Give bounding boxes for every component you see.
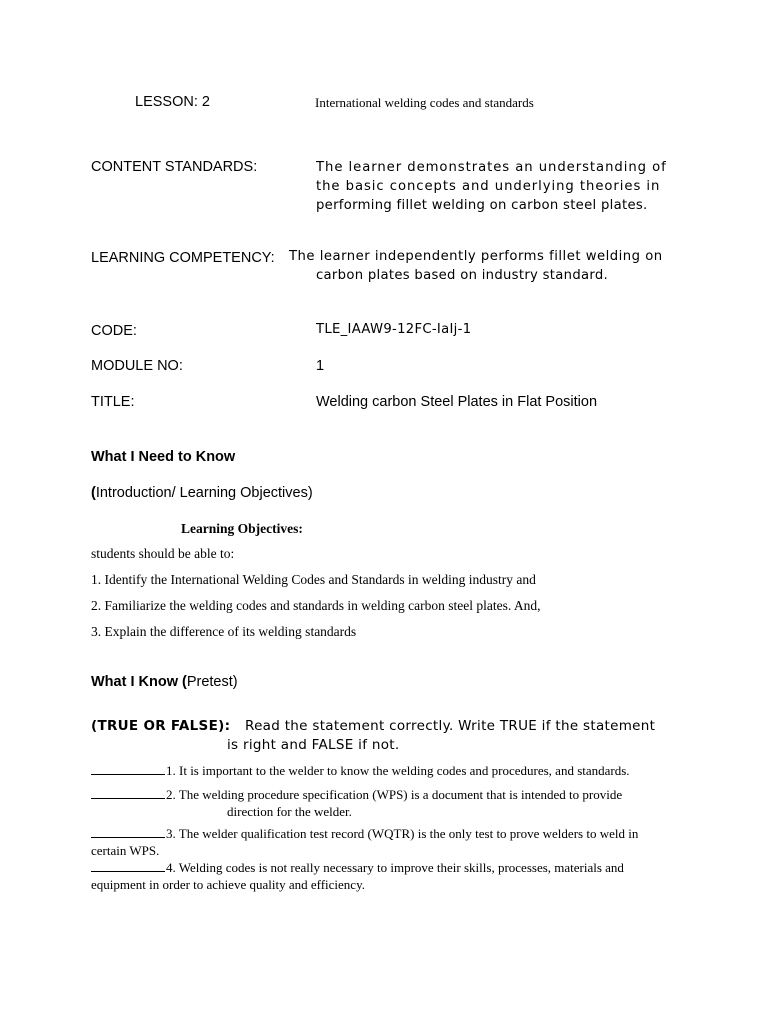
true-false-instruction-line1: Read the statement correctly. Write TRUE if the statement — [245, 718, 656, 734]
what-i-know-subtitle: Pretest) — [186, 674, 238, 690]
module-value: 1 — [316, 358, 325, 374]
question-text: 3. The welder qualification test record (WQTR) is the only test to prove welders to weld in — [166, 826, 639, 841]
what-i-know-heading — [91, 674, 238, 690]
question-continuation: direction for the welder. — [227, 804, 352, 819]
content-standards-label: CONTENT STANDARDS: — [91, 159, 258, 175]
answer-blank[interactable] — [91, 859, 165, 872]
learning-competency-label: LEARNING COMPETENCY: — [91, 250, 275, 266]
title-label: TITLE: — [91, 394, 135, 410]
objective-item: 2. Familiarize the welding codes and standards in welding carbon steel plates. And, — [91, 598, 541, 613]
question-text: 4. Welding codes is not really necessary to improve their skills, processes, materials and — [166, 860, 624, 875]
what-i-know-title: What I Know ( — [91, 674, 187, 690]
objectives-intro: students should be able to: — [91, 546, 235, 561]
question-continuation: certain WPS. — [91, 843, 160, 858]
question-item — [91, 762, 677, 779]
lesson-title: International welding codes and standards — [315, 95, 534, 110]
learning-competency-line2: carbon plates based on industry standard. — [316, 268, 609, 283]
answer-blank[interactable] — [91, 762, 165, 775]
true-false-label: (TRUE OR FALSE): — [91, 718, 231, 734]
need-to-know-subheading — [91, 485, 313, 501]
true-false-instruction-line2: is right and FALSE if not. — [227, 737, 400, 753]
code-value: TLE_IAAW9-12FC-IaIj-1 — [316, 322, 472, 337]
lesson-label: LESSON: 2 — [135, 94, 210, 110]
question-item — [91, 825, 677, 859]
open-paren: ( — [91, 485, 96, 501]
content-standards-line: The learner demonstrates an understanding of — [316, 160, 667, 175]
title-value: Welding carbon Steel Plates in Flat Position — [316, 394, 598, 410]
answer-blank[interactable] — [91, 786, 165, 799]
content-standards-line: the basic concepts and underlying theories in — [316, 179, 661, 194]
question-text: 2. The welding procedure specification (WPS) is a document that is intended to provide — [166, 787, 623, 802]
learning-competency-line1: The learner independently performs fillet welding on — [289, 249, 663, 264]
question-item — [91, 786, 677, 820]
need-to-know-heading: What I Need to Know — [91, 449, 236, 465]
answer-blank[interactable] — [91, 825, 165, 838]
need-to-know-subheading-text: Introduction/ Learning Objectives) — [95, 485, 313, 501]
objectives-heading: Learning Objectives: — [181, 521, 303, 536]
objective-item: 1. Identify the International Welding Codes and Standards in welding industry and — [91, 572, 536, 587]
question-item — [91, 859, 677, 893]
objective-item: 3. Explain the difference of its welding standards — [91, 624, 357, 639]
question-continuation: equipment in order to achieve quality and efficiency. — [91, 877, 365, 892]
content-standards-line: performing fillet welding on carbon steel plates. — [316, 198, 648, 213]
content-standards-text — [316, 158, 667, 215]
question-text: 1. It is important to the welder to know the welding codes and procedures, and standards. — [166, 763, 630, 778]
module-label: MODULE NO: — [91, 358, 183, 374]
code-label: CODE: — [91, 323, 137, 339]
